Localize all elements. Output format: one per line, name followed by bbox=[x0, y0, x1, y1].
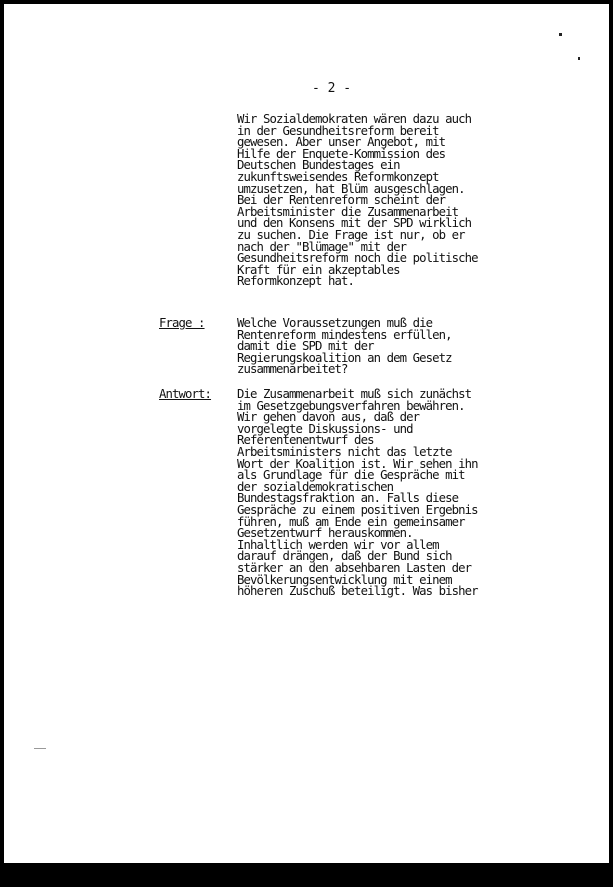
question-text: Welche Voraussetzungen muß die Rentenreform mindestens erfüllen, damit die SPD mit der Regierungskoalition an dem Gesetz zusammenarbeitet? bbox=[237, 316, 452, 377]
answer-text: Die Zusammenarbeit muß sich zunächst im Gesetzgebungsverfahren bewähren. Wir gehen davon aus, daß der vorgelegte Diskussions- und Referentenentwurf des Arbeitsministers nicht das letzte Wort der Koalition ist. Wir sehen ihn als Grundlage für die Gespräche mit der sozialdemokratischen Bundestagsfraktion an. Falls diese Gespräche zu einem positiven Ergebnis führen, muß am Ende ein gemeinsamer Gesetzentwurf herauskommen. Inhaltlich werden wir vor allem darauf drängen, daß der Bund sich stärker an den absehbaren Lasten der Bevölkerungsentwicklung mit einem höheren Zuschuß beteiligt. Was bisher bbox=[237, 387, 478, 599]
answer-label: Antwort: bbox=[159, 387, 212, 401]
document-page bbox=[4, 4, 609, 863]
intro-paragraph: Wir Sozialdemokraten wären dazu auch in der Gesundheitsreform bereit gewesen. Aber unser Angebot, mit Hilfe der Enquete-Kommission des Deutschen Bundestages ein zukunftsweisendes Reformkonzept umzusetzen, hat Blüm ausgeschlagen. Bei der Rentenreform scheint der Arbeitsminister die Zusammenarbeit und den Konsens mit der SPD wirklich zu suchen. Die Frage ist nur, ob er nach der "Blümage" mit der Gesundheitsreform noch die politische Kraft für ein akzeptables Reformkonzept hat. bbox=[237, 112, 478, 289]
question-label: Frage : bbox=[159, 316, 205, 330]
scan-speck bbox=[34, 748, 46, 749]
page-number: - 2 - bbox=[312, 81, 352, 96]
scan-speck bbox=[559, 33, 562, 36]
scan-speck bbox=[578, 57, 580, 60]
